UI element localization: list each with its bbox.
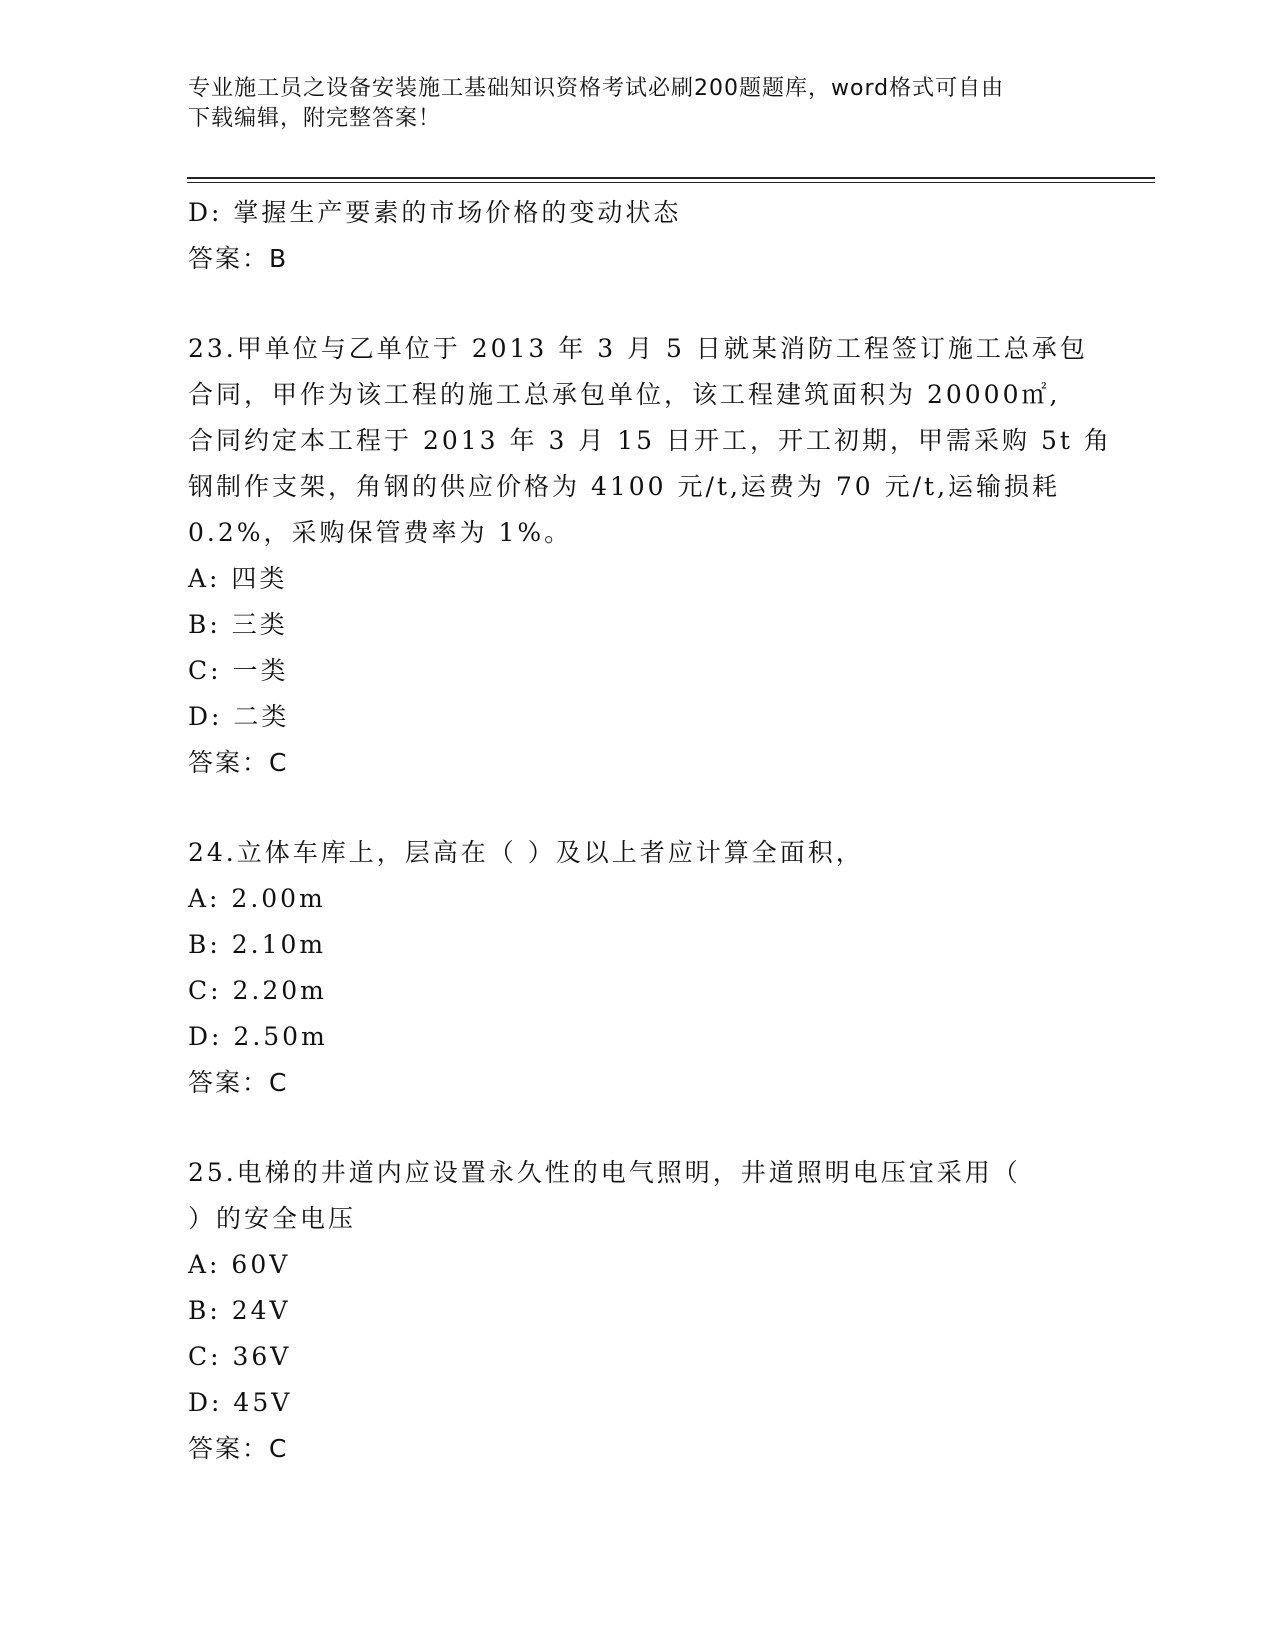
- option-b: B: 2.10m: [188, 930, 327, 959]
- option-d: D: 二类: [188, 702, 290, 731]
- option-a: A: 四类: [188, 564, 288, 593]
- previous-question-tail: [188, 190, 1088, 282]
- question-text-line: 23.甲单位与乙单位于 2013 年 3 月 5 日就某消防工程签订施工总承包: [188, 334, 1088, 363]
- option-b: B: 24V: [188, 1296, 291, 1325]
- option-c: C: 2.20m: [188, 976, 327, 1005]
- question-text-line: 24.立体车库上，层高在（ ）及以上者应计算全面积，: [188, 838, 864, 867]
- option-a: A: 60V: [188, 1250, 291, 1279]
- question-text-line: 钢制作支架，角钢的供应价格为 4100 元/t,运费为 70 元/t,运输损耗: [188, 472, 1061, 501]
- answer-line: 答案：C: [188, 1068, 289, 1097]
- header-divider-thick: [187, 177, 1155, 179]
- document-header: [188, 74, 1088, 134]
- question-text-line: 25.电梯的井道内应设置永久性的电气照明，井道照明电压宜采用（: [188, 1158, 1021, 1187]
- option-c: C: 36V: [188, 1342, 292, 1371]
- question-24: [188, 830, 1088, 1106]
- option-a: A: 2.00m: [188, 884, 326, 913]
- header-line-1: 专业施工员之设备安装施工基础知识资格考试必刷200题题库，word格式可自由: [188, 76, 1005, 101]
- option-b: B: 三类: [188, 610, 288, 639]
- question-23: [188, 326, 1112, 786]
- answer-line: 答案：C: [188, 1434, 289, 1463]
- answer-line: 答案：B: [188, 244, 289, 273]
- option-d: D: 掌握生产要素的市场价格的变动状态: [188, 198, 682, 227]
- question-text-line: 合同约定本工程于 2013 年 3 月 15 日开工，开工初期，甲需采购 5t 角: [188, 426, 1112, 455]
- question-text-line: ）的安全电压: [188, 1204, 357, 1233]
- question-text-line: 合同，甲作为该工程的施工总承包单位，该工程建筑面积为 20000㎡,: [188, 380, 1061, 409]
- header-divider-thin: [187, 182, 1155, 183]
- option-c: C: 一类: [188, 656, 289, 685]
- header-line-2: 下载编辑，附完整答案！: [188, 106, 442, 131]
- question-text-line: 0.2%，采购保管费率为 1%。: [188, 518, 573, 547]
- option-d: D: 2.50m: [188, 1022, 328, 1051]
- question-25: [188, 1150, 1088, 1472]
- option-d: D: 45V: [188, 1388, 293, 1417]
- question-content: [188, 190, 1112, 1472]
- answer-line: 答案：C: [188, 748, 289, 777]
